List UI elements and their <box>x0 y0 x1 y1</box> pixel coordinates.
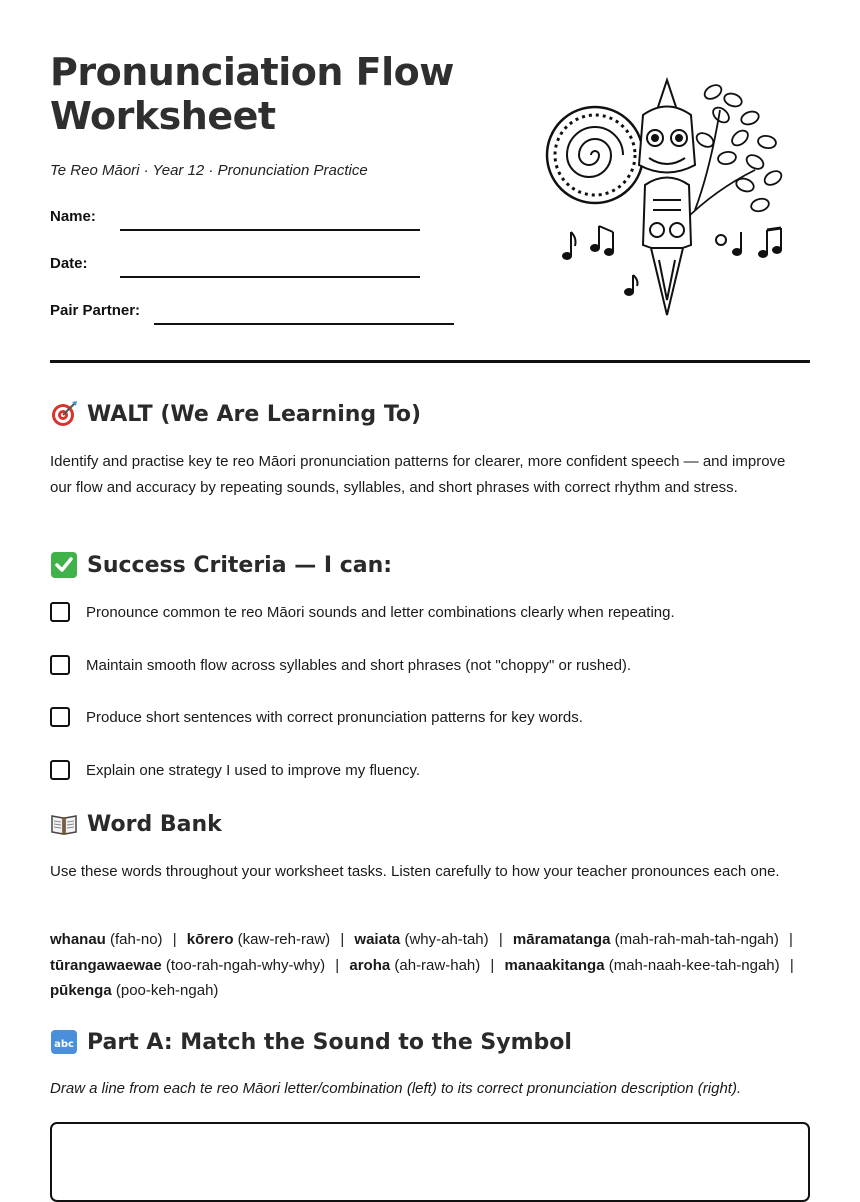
word-bank-word: aroha <box>349 956 391 974</box>
partner-field[interactable] <box>154 323 454 325</box>
tiki-carving-icon <box>639 80 695 315</box>
criteria-checkbox[interactable] <box>50 602 70 622</box>
word-bank-separator: | <box>789 931 793 948</box>
word-bank-entry <box>187 931 330 948</box>
criteria-text: Explain one strategy I used to improve my fluency. <box>86 761 421 779</box>
word-bank-separator: | <box>498 931 503 948</box>
matching-activity-box[interactable] <box>50 1122 810 1202</box>
word-bank-word: pūkenga <box>50 982 112 999</box>
criteria-item <box>50 602 675 622</box>
name-label: Name: <box>50 208 96 225</box>
word-bank-word: waiata <box>354 931 401 948</box>
word-bank-heading-text: Word Bank <box>87 811 222 837</box>
word-bank-pronunciation: (ah-raw-hah) <box>390 956 481 974</box>
page-title <box>50 50 454 138</box>
header-divider <box>50 360 810 363</box>
word-bank-pronunciation: (mah-rah-mah-tah-ngah) <box>610 931 779 948</box>
koru-spiral-icon <box>547 107 643 203</box>
success-criteria-heading-text: Success Criteria — I can: <box>87 552 393 578</box>
word-bank-heading <box>50 810 222 838</box>
word-bank-entry <box>349 957 480 974</box>
word-bank-pronunciation: (fah-no) <box>105 931 163 948</box>
word-bank-intro: Use these words throughout your worksheet tasks. Listen carefully to how your teacher pronounces each one. <box>50 863 780 880</box>
criteria-text: Produce short sentences with correct pronunciation patterns for key words. <box>86 708 583 726</box>
partner-label: Pair Partner: <box>50 302 141 319</box>
word-bank-word: kōrero <box>186 931 234 948</box>
name-field[interactable] <box>120 229 420 231</box>
abc-input-icon <box>50 1028 78 1056</box>
part-a-heading <box>50 1028 572 1056</box>
word-bank-entry <box>505 957 780 974</box>
leaves-icon <box>685 82 784 220</box>
word-bank-word: tūrangawaewae <box>50 956 162 974</box>
word-bank-pronunciation: (mah-naah-kee-tah-ngah) <box>604 956 780 974</box>
part-a-instruction: Draw a line from each te reo Māori letter/combination (left) to its correct pronunciation description (right). <box>50 1080 742 1097</box>
criteria-item <box>50 707 583 727</box>
maori-carving-illustration <box>545 70 790 320</box>
word-bank-entry <box>50 931 163 948</box>
word-bank-entry <box>50 982 218 999</box>
word-bank-pronunciation: (kaw-reh-raw) <box>233 931 331 948</box>
word-bank-separator: | <box>335 956 340 974</box>
criteria-checkbox[interactable] <box>50 760 70 780</box>
walt-heading-text: WALT (We Are Learning To) <box>87 401 422 427</box>
word-bank-pronunciation: (too-rah-ngah-why-why) <box>161 956 326 974</box>
word-bank-pronunciation: (poo-keh-ngah) <box>111 982 219 999</box>
word-bank-separator: | <box>172 931 177 948</box>
criteria-text: Maintain smooth flow across syllables and short phrases (not "choppy" or rushed). <box>86 656 632 674</box>
check-mark-icon <box>50 551 78 579</box>
success-criteria-heading <box>50 551 392 579</box>
word-bank-word: whanau <box>50 931 106 948</box>
word-bank-word: māramatanga <box>512 931 611 948</box>
word-bank-pronunciation: (why-ah-tah) <box>400 931 489 948</box>
title-line-1: Pronunciation Flow <box>50 50 454 94</box>
criteria-checkbox[interactable] <box>50 655 70 675</box>
svg-text:abc: abc <box>54 1039 74 1050</box>
word-bank-entry <box>354 931 488 948</box>
criteria-checkbox[interactable] <box>50 707 70 727</box>
part-a-heading-text: Part A: Match the Sound to the Symbol <box>87 1029 572 1055</box>
word-bank-list <box>50 927 810 1004</box>
word-bank-word: manaakitanga <box>504 956 605 974</box>
criteria-item <box>50 655 631 675</box>
criteria-text: Pronounce common te reo Māori sounds and letter combinations clearly when repeating. <box>86 603 675 621</box>
walt-text: Identify and practise key te reo Māori pronunciation patterns for clearer, more confident speech — and improve our flow and accuracy by repeating sounds, syllables, and short phrases with correct rhythm and stress. <box>50 453 786 496</box>
criteria-item <box>50 760 420 780</box>
word-bank-entry <box>50 957 325 974</box>
open-book-icon <box>50 810 78 838</box>
date-label: Date: <box>50 255 88 272</box>
word-bank-separator: | <box>490 956 495 974</box>
word-bank-separator: | <box>789 956 794 974</box>
word-bank-entry <box>513 931 779 948</box>
walt-heading <box>50 400 421 428</box>
date-field[interactable] <box>120 276 420 278</box>
page-subtitle: Te Reo Māori · Year 12 · Pronunciation Practice <box>50 162 368 179</box>
word-bank-separator: | <box>340 931 345 948</box>
target-icon <box>50 400 78 428</box>
title-line-2: Worksheet <box>50 94 276 138</box>
